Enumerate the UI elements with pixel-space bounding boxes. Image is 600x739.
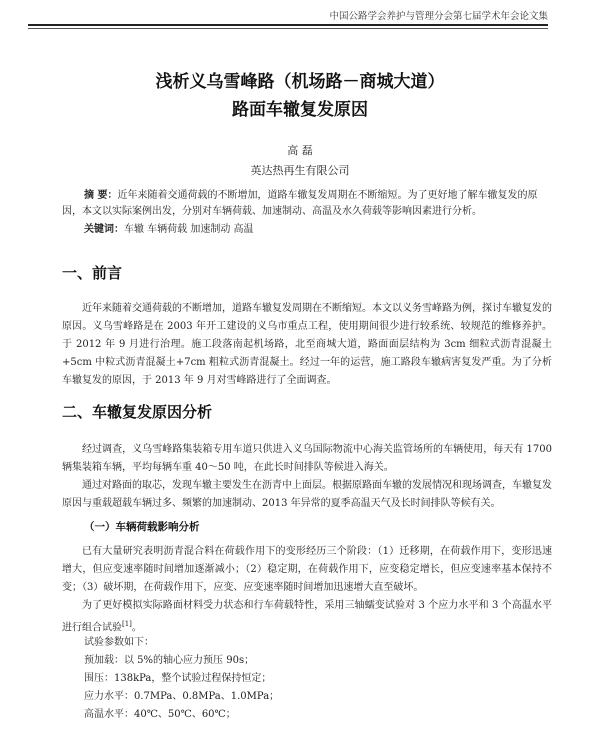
paper-title: 浅析义乌雪峰路（机场路－商城大道） (155, 72, 445, 92)
running-header: 中国公路学会养护与管理分会第七届学术年会论文集 (329, 11, 548, 22)
header-rule-thin (28, 28, 548, 29)
header-rule (28, 24, 548, 26)
keywords (62, 222, 550, 238)
param-stress: 应力水平：0.7MPa、0.8MPa、1.0MPa； (84, 691, 280, 702)
subsection-heading: （一）车辆荷载影响分析 (84, 521, 200, 533)
abstract-label: 摘 要： (84, 190, 118, 201)
param-confining: 围压：138kPa，整个试验过程保持恒定； (84, 673, 272, 684)
section-heading-analysis: 二、车辙复发原因分析 (62, 403, 213, 421)
param-preload: 预加载：以 5%的轴心应力预压 90s； (84, 655, 255, 666)
citation: [1] (122, 620, 132, 628)
section-heading-intro: 一、前言 (62, 264, 123, 282)
abstract-text: 近年来随着交通荷载的不断增加，道路车辙复发周期在不断缩短。为了更好地了解车辙复发的原因，本文以实际案例出发，分别对车辆荷载、加速制动、高温及水久荷载等影响因素进行分析。 (62, 190, 538, 217)
params-intro: 试验参数如下： (84, 637, 154, 648)
keywords-text: 车辙 车辆荷载 加速制动 高温 (124, 224, 254, 235)
analysis-paragraph-1: 经过调查，义乌雪峰路集装箱专用车道只供进入义乌国际物流中心海关监管场所的车辆使用，每天有 1700 辆集装箱车辆，平均每辆车重 40～50 吨，在此长时间排队等候进入海关。 (62, 444, 552, 473)
keywords-label: 关键词： (84, 224, 124, 235)
analysis-paragraph-3: 已有大量研究表明沥青混合料在荷载作用下的变形经历三个阶段：（1）迁移期，在荷载作用下，变形迅速增大，但应变速率随时间增加逐渐减小；（2）稳定期，在荷载作用下，应变稳定增长，但应变速率基本保持不变；（3）破坏期，在荷载作用下，应变、应变速率随时间增加迅速增大直至破坏。 (62, 546, 552, 593)
analysis-paragraph-4 (62, 597, 552, 637)
author: 高 磊 (287, 144, 313, 157)
abstract (62, 188, 550, 220)
param-temperature: 高温水平：40℃、50℃、60℃； (84, 709, 236, 720)
analysis-paragraph-2: 通过对路面的取芯，发现车辙主要发生在沥青中上面层。根据原路面车辙的发展情况和现场调查，车辙复发原因与重载超载车辆过多、频繁的加速制动、2013 年异常的夏季高温天气及长时间排队等候有关。 (62, 480, 552, 509)
para4-end: 。 (131, 622, 142, 634)
paper-subtitle: 路面车辙复发原因 (232, 100, 368, 120)
affiliation: 英达热再生有限公司 (250, 164, 350, 177)
para4-text: 为了更好模拟实际路面材料受力状态和行车荷载特性，采用三轴蠕变试验对 3 个应力水平和 3 个高温水平进行组合试验 (62, 600, 552, 634)
intro-paragraph: 近年来随着交通荷载的不断增加，道路车辙复发周期在不断缩短。本文以义务雪峰路为例，探讨车辙复发的原因。义乌雪峰路是在 2003 年开工建设的义乌市重点工程，使用期间很少进行较系统、较规范的维修养护。于 2012 年 9 月进行治理。施工段落南起机场路，北至商城大道，路面面层结构为 3cm 细粒式沥青混凝土+5cm 中粒式沥青混凝土+7cm 粗粒式沥青混凝土。经过一年的运营，施工路段车辙病害复发严重。为了分析车辙复发的原因，于 2013 年 9 月对雪峰路进行了全面调查。 (62, 303, 552, 386)
